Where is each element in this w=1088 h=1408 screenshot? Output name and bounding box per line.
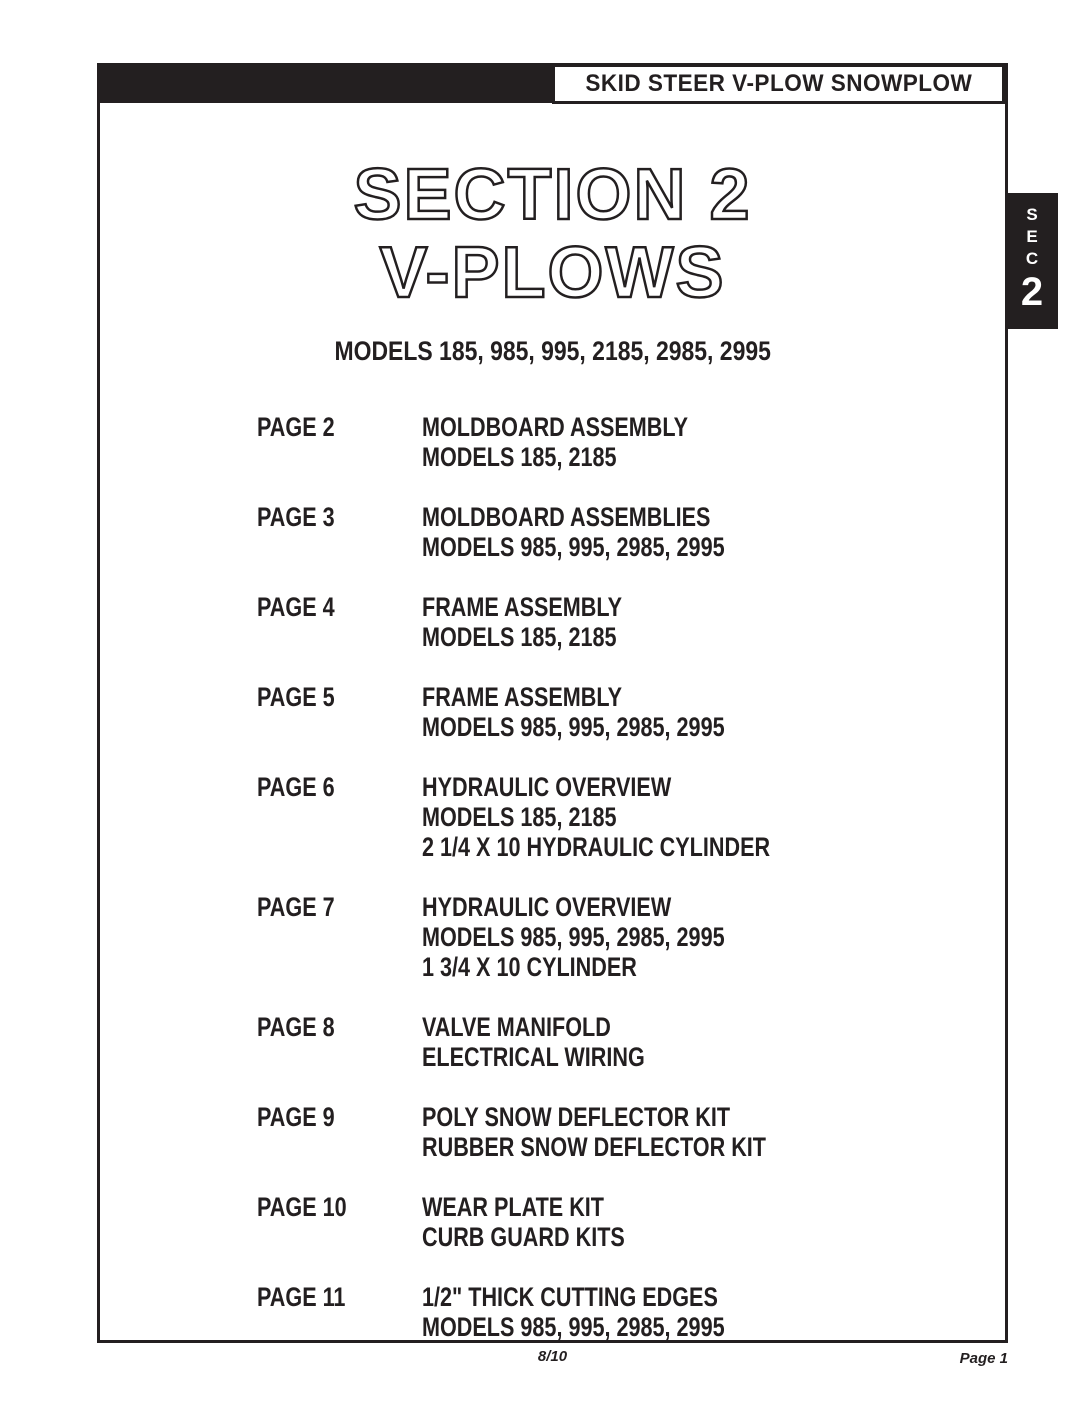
toc-entry	[257, 1282, 897, 1342]
tab-number: 2	[1020, 270, 1044, 314]
toc-page-text: PAGE 6	[257, 772, 335, 802]
toc-page-label	[257, 682, 422, 712]
toc-line-text: MOLDBOARD ASSEMBLY	[422, 412, 689, 442]
toc-entry	[257, 1012, 897, 1072]
toc-page-label	[257, 1282, 422, 1312]
toc-page-label	[257, 412, 422, 442]
tab-letter: E	[1026, 227, 1038, 246]
toc-line	[422, 892, 897, 922]
toc-entry	[257, 682, 897, 742]
toc-description	[422, 1282, 897, 1342]
toc-line-text: 1 3/4 X 10 CYLINDER	[422, 952, 637, 982]
toc-line-text: MOLDBOARD ASSEMBLIES	[422, 502, 711, 532]
table-of-contents	[257, 412, 897, 1372]
toc-entry	[257, 592, 897, 652]
toc-line	[422, 922, 897, 952]
toc-line-text: MODELS 985, 995, 2985, 2995	[422, 712, 725, 742]
toc-line	[422, 1012, 897, 1042]
toc-line-text: ELECTRICAL WIRING	[422, 1042, 645, 1072]
toc-line	[422, 412, 897, 442]
toc-line	[422, 1132, 897, 1162]
footer-date: 8/10	[537, 1348, 568, 1365]
toc-line	[422, 682, 897, 712]
toc-page-text: PAGE 5	[257, 682, 335, 712]
tab-letter: S	[1026, 205, 1038, 224]
toc-line-text: HYDRAULIC OVERVIEW	[422, 892, 672, 922]
toc-line	[422, 1312, 897, 1342]
toc-line	[422, 592, 897, 622]
toc-line-text: MODELS 985, 995, 2985, 2995	[422, 922, 725, 952]
section-title-line2: V-PLOWS	[379, 233, 726, 313]
toc-line	[422, 772, 897, 802]
toc-description	[422, 772, 897, 862]
toc-entry	[257, 502, 897, 562]
toc-description	[422, 592, 897, 652]
toc-line-text: MODELS 185, 2185	[422, 622, 617, 652]
toc-line-text: VALVE MANIFOLD	[422, 1012, 611, 1042]
toc-line	[422, 1222, 897, 1252]
toc-line	[422, 1042, 897, 1072]
toc-line-text: CURB GUARD KITS	[422, 1222, 625, 1252]
toc-line	[422, 622, 897, 652]
toc-page-label	[257, 1012, 422, 1042]
toc-description	[422, 502, 897, 562]
toc-description	[422, 412, 897, 472]
toc-page-label	[257, 892, 422, 922]
toc-line	[422, 532, 897, 562]
toc-page-text: PAGE 9	[257, 1102, 335, 1132]
toc-line-text: 1/2" THICK CUTTING EDGES	[422, 1282, 718, 1312]
section-tab	[1006, 193, 1058, 329]
header-title-box	[552, 64, 1005, 104]
toc-page-label	[257, 772, 422, 802]
toc-line-text: 2 1/4 X 10 HYDRAULIC CYLINDER	[422, 832, 771, 862]
toc-line	[422, 952, 897, 982]
toc-page-text: PAGE 4	[257, 592, 335, 622]
toc-line	[422, 1192, 897, 1222]
header-title: SKID STEER V-PLOW SNOWPLOW	[585, 70, 972, 97]
toc-line-text: RUBBER SNOW DEFLECTOR KIT	[422, 1132, 766, 1162]
section-title-line1: SECTION 2	[353, 155, 752, 235]
toc-entry	[257, 1192, 897, 1252]
toc-entry	[257, 892, 897, 982]
toc-page-label	[257, 1192, 422, 1222]
toc-line	[422, 1282, 897, 1312]
toc-entry	[257, 1102, 897, 1162]
toc-entry	[257, 772, 897, 862]
toc-description	[422, 892, 897, 982]
toc-page-text: PAGE 11	[257, 1282, 346, 1312]
toc-page-label	[257, 502, 422, 532]
toc-page-text: PAGE 10	[257, 1192, 347, 1222]
toc-entry	[257, 412, 897, 472]
toc-page-text: PAGE 3	[257, 502, 335, 532]
toc-line-text: MODELS 185, 2185	[422, 802, 617, 832]
toc-line	[422, 712, 897, 742]
toc-line	[422, 832, 897, 862]
toc-page-text: PAGE 7	[257, 892, 335, 922]
toc-line	[422, 1102, 897, 1132]
toc-line-text: FRAME ASSEMBLY	[422, 682, 623, 712]
toc-page-label	[257, 1102, 422, 1132]
tab-letter: C	[1025, 249, 1039, 268]
toc-description	[422, 682, 897, 742]
toc-description	[422, 1012, 897, 1072]
toc-line-text: MODELS 985, 995, 2985, 2995	[422, 1312, 725, 1342]
toc-page-label	[257, 592, 422, 622]
footer-page-number: Page 1	[959, 1350, 1008, 1367]
toc-line-text: MODELS 185, 2185	[422, 442, 617, 472]
toc-line-text: POLY SNOW DEFLECTOR KIT	[422, 1102, 731, 1132]
toc-line	[422, 502, 897, 532]
toc-line-text: WEAR PLATE KIT	[422, 1192, 604, 1222]
models-subtitle	[97, 336, 1008, 366]
toc-description	[422, 1192, 897, 1252]
toc-line-text: MODELS 985, 995, 2985, 2995	[422, 532, 725, 562]
toc-description	[422, 1102, 897, 1162]
toc-line	[422, 442, 897, 472]
toc-line	[422, 802, 897, 832]
toc-line-text: HYDRAULIC OVERVIEW	[422, 772, 672, 802]
models-subtitle-text: MODELS 185, 985, 995, 2185, 2985, 2995	[334, 336, 771, 366]
toc-page-text: PAGE 2	[257, 412, 335, 442]
toc-line-text: FRAME ASSEMBLY	[422, 592, 623, 622]
toc-page-text: PAGE 8	[257, 1012, 335, 1042]
